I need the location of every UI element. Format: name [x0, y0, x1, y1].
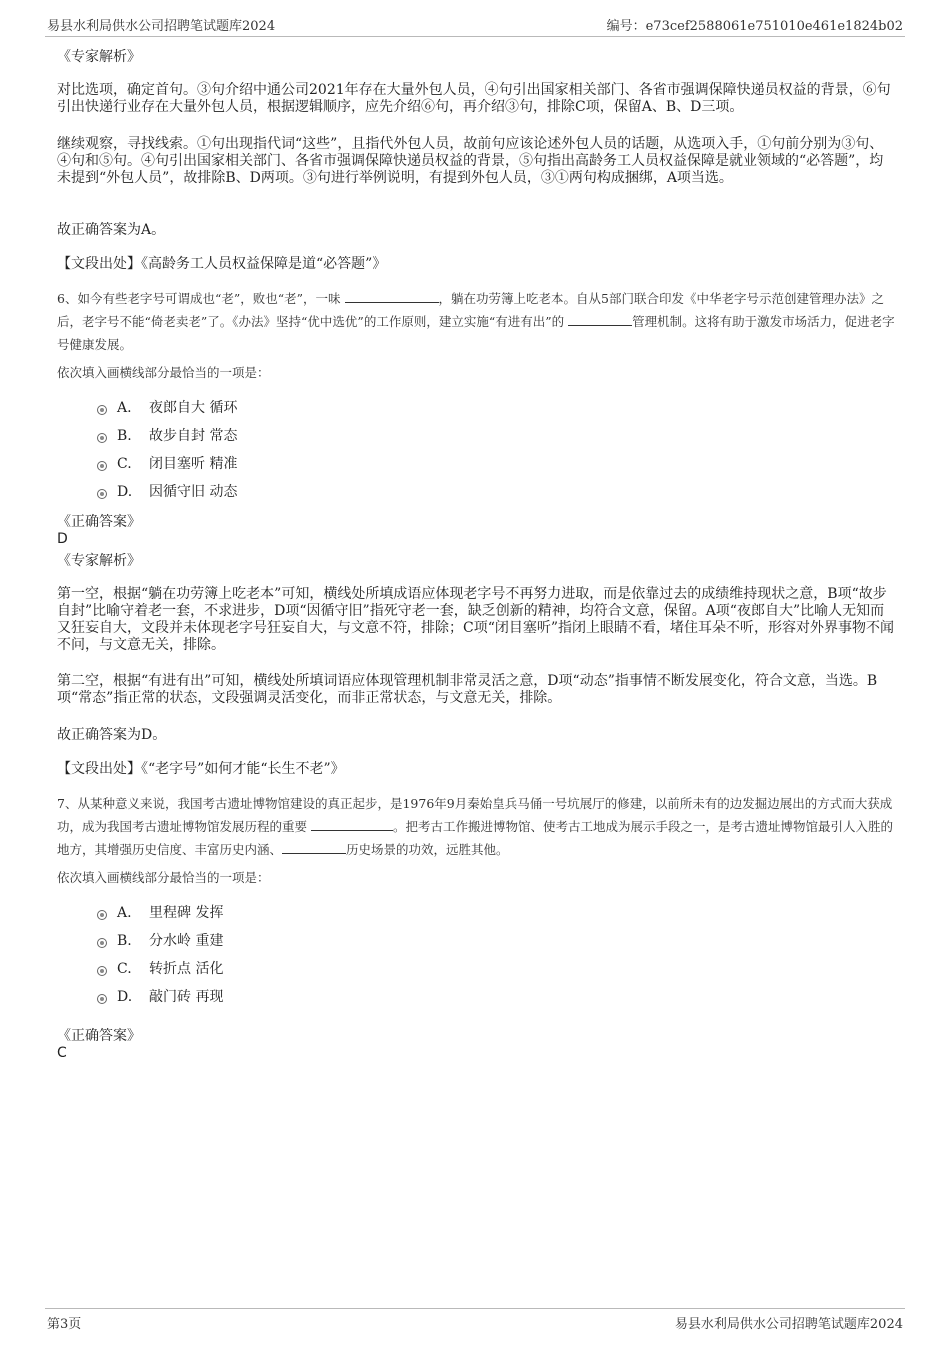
option-letter: D. [117, 989, 133, 1005]
option-text: 故步自封 常态 [149, 428, 238, 444]
q7-blank-2 [282, 839, 346, 854]
radio-icon[interactable] [97, 489, 107, 499]
q6-option-d[interactable] [97, 483, 237, 501]
page-number: 第3页 [47, 1317, 82, 1332]
q7-stem-part2: 。把考古工作搬进博物馆、使考古工地成为展示手段之一，是考古遗址博物馆最引人入胜的地方，其增强历史信度、丰富历史内涵、 [57, 819, 893, 857]
option-letter: A. [117, 905, 132, 921]
sec5-source: 【文段出处】《高龄务工人员权益保障是道“必答题”》 [57, 256, 387, 272]
q6-stem-part3: 管理机制。这将有助于激发市场活力，促进老字号健康发展。 [57, 314, 895, 352]
q6-stem-part1: 6、如今有些老字号可谓成也“老”，败也“老”，一味 [57, 291, 345, 306]
q7-option-b[interactable] [97, 932, 223, 950]
q6-option-a[interactable] [97, 399, 237, 417]
option-letter: C. [117, 961, 132, 977]
option-letter: A. [117, 400, 132, 416]
radio-icon[interactable] [97, 461, 107, 471]
q6-option-b[interactable] [97, 427, 237, 445]
q7-option-c[interactable] [97, 960, 223, 978]
option-text: 里程碑 发挥 [149, 905, 224, 921]
page-header [45, 14, 905, 37]
option-text: 因循守旧 动态 [149, 484, 238, 500]
option-text: 敲门砖 再现 [149, 989, 224, 1005]
q7-answer: C [57, 1045, 67, 1061]
radio-icon[interactable] [97, 966, 107, 976]
document-id: 编号：e73cef2588061e751010e461e1824b02 [606, 19, 903, 34]
sec5-analysis-p1: 对比选项，确定首句。③句介绍中通公司2021年存在大量外包人员，④句引出国家相关部门、各省市强调保障快递员权益的背景，⑥句引出快递行业存在大量外包人员，根据逻辑顺序，应先介绍⑥句，再介绍③句，排除C项，保留A、B、D三项。 [57, 82, 891, 115]
q7-stem-part1: 7、从某种意义来说，我国考古遗址博物馆建设的真正起步，是1976年9月秦始皇兵马俑一号坑展厅的修建，以前所未有的边发掘边展出的方式而大获成功，成为我国考古遗址博物馆发展历程的重要 [57, 796, 893, 834]
q6-answer: D [57, 531, 68, 547]
q7-blank-1 [311, 816, 393, 831]
q6-option-c[interactable] [97, 455, 237, 473]
q7-prompt: 依次填入画横线部分最恰当的一项是： [57, 870, 270, 885]
q6-conclusion: 故正确答案为D。 [57, 727, 167, 743]
q6-source: 【文段出处】《“老字号”如何才能“长生不老”》 [57, 761, 345, 777]
q7-option-a[interactable] [97, 904, 223, 922]
option-text: 分水岭 重建 [149, 933, 224, 949]
option-text: 夜郎自大 循环 [149, 400, 238, 416]
sec5-analysis-label: 《专家解析》 [57, 49, 141, 65]
option-letter: B. [117, 428, 132, 444]
q6-analysis-p2: 第二空，根据“有进有出”可知，横线处所填词语应体现管理机制非常灵活之意，D项“动态”指事情不断发展变化，符合文意，当选。B项“常态”指正常的状态，文段强调灵活变化，而非正常状态，与文意无关，排除。 [57, 673, 878, 706]
q6-analysis-p1: 第一空，根据“躺在功劳簿上吃老本”可知，横线处所填成语应体现老字号不再努力进取，而是依靠过去的成绩维持现状之意，B项“故步自封”比喻守着老一套，不求进步，D项“因循守旧”指死守老一套，缺乏创新的精神，均符合文意，保留。A项“夜郎自大”比喻人无知而又狂妄自大，文段并未体现老字号狂妄自大，与文意不符，排除；C项“闭目塞听”指闭上眼睛不看，堵住耳朵不听，形容对外界事物不闻不问，与文意无关，排除。 [57, 586, 895, 653]
radio-icon[interactable] [97, 938, 107, 948]
q7-stem-part3: 历史场景的功效，远胜其他。 [346, 842, 509, 857]
q6-answer-label: 《正确答案》 [57, 514, 141, 530]
option-text: 闭目塞听 精准 [149, 456, 238, 472]
q7-answer-label: 《正确答案》 [57, 1028, 141, 1044]
radio-icon[interactable] [97, 433, 107, 443]
q6-prompt: 依次填入画横线部分最恰当的一项是： [57, 365, 270, 380]
q6-blank-1 [345, 288, 439, 303]
option-letter: D. [117, 484, 133, 500]
option-letter: B. [117, 933, 132, 949]
page-footer [45, 1308, 905, 1331]
option-letter: C. [117, 456, 132, 472]
q7-stem [57, 792, 895, 861]
radio-icon[interactable] [97, 994, 107, 1004]
q7-option-d[interactable] [97, 988, 223, 1006]
q6-stem-part2: ，躺在功劳簿上吃老本。自从5部门联合印发《中华老字号示范创建管理办法》之后，老字号不能“倚老卖老”了。《办法》坚持“优中选优”的工作原则，建立实施“有进有出”的 [57, 291, 884, 329]
q6-analysis-label: 《专家解析》 [57, 553, 141, 569]
sec5-analysis-p2: 继续观察，寻找线索。①句出现指代词“这些”，且指代外包人员，故前句应该论述外包人员的话题，从选项入手，①句前分别为③句、④句和⑤句。④句引出国家相关部门、各省市强调保障快递员权益的背景，⑤句指出高龄务工人员权益保障是就业领域的“必答题”，均未提到“外包人员”，故排除B、D两项。③句进行举例说明，有提到外包人员，③①两句构成捆绑，A项当选。 [57, 136, 884, 186]
footer-title: 易县水利局供水公司招聘笔试题库2024 [674, 1317, 903, 1332]
radio-icon[interactable] [97, 910, 107, 920]
q6-blank-2 [568, 311, 632, 326]
radio-icon[interactable] [97, 405, 107, 415]
sec5-conclusion: 故正确答案为A。 [57, 222, 166, 238]
q6-stem [57, 287, 895, 356]
option-text: 转折点 活化 [149, 961, 224, 977]
header-title: 易县水利局供水公司招聘笔试题库2024 [47, 19, 276, 34]
